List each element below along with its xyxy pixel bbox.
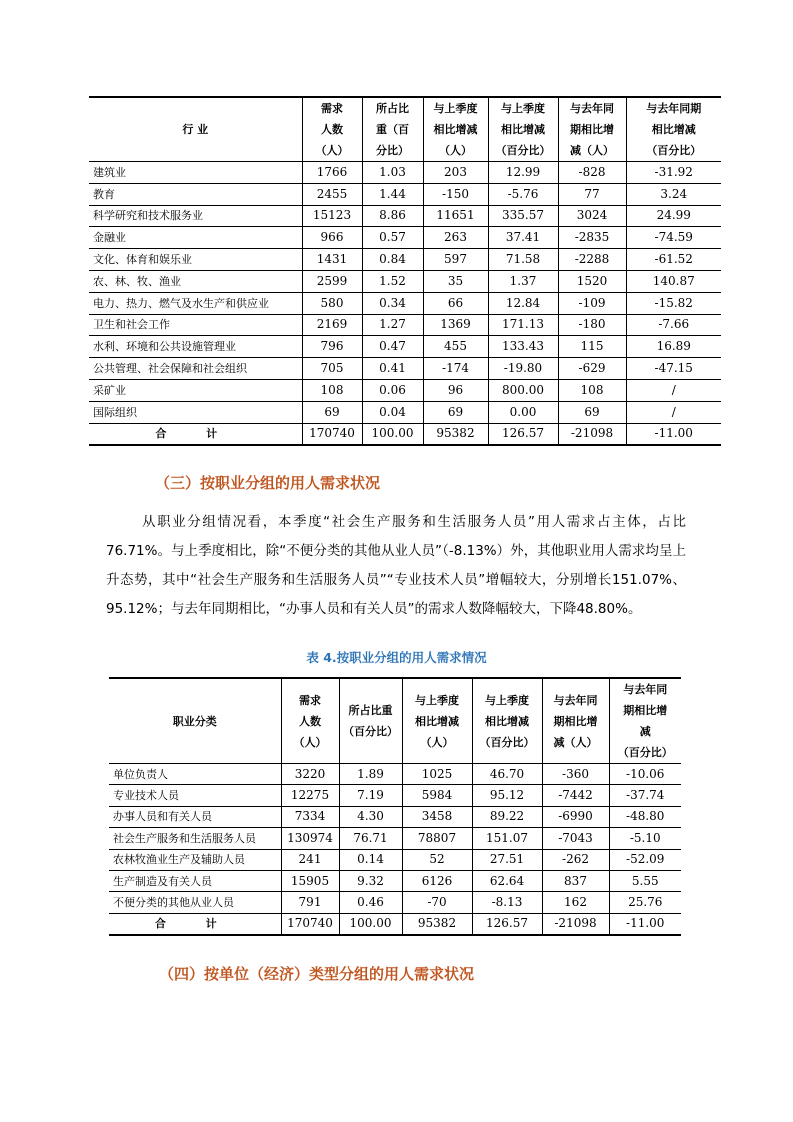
table-cell: -180: [558, 314, 626, 336]
table-cell: 1.89: [339, 764, 402, 785]
table-cell: -5.10: [609, 828, 681, 849]
table-cell: 455: [423, 336, 488, 358]
column-header: 需求 人数 （人）: [302, 97, 362, 162]
table-cell: /: [626, 401, 721, 423]
table-cell: 96: [423, 379, 488, 401]
table-cell: 11651: [423, 205, 488, 227]
total-cell: 95382: [402, 913, 472, 934]
table-row: [89, 379, 721, 401]
table-row: [89, 162, 721, 184]
table-cell: 69: [302, 401, 362, 423]
table-cell: 1431: [302, 249, 362, 271]
total-cell: 126.57: [472, 913, 542, 934]
table-row: [89, 270, 721, 292]
table-row: [89, 183, 721, 205]
row-label: 不便分类的其他从业人员: [109, 892, 281, 913]
table-cell: 7.19: [339, 785, 402, 806]
table-cell: 9.32: [339, 870, 402, 891]
table-row: [109, 785, 681, 806]
table-cell: 1.52: [362, 270, 423, 292]
table-cell: 0.34: [362, 292, 423, 314]
table-cell: 46.70: [472, 764, 542, 785]
table-cell: 37.41: [488, 227, 558, 249]
row-label: 建筑业: [89, 162, 302, 184]
table-cell: 2455: [302, 183, 362, 205]
table-cell: /: [626, 379, 721, 401]
table-cell: 705: [302, 358, 362, 380]
table-cell: 796: [302, 336, 362, 358]
table-cell: -629: [558, 358, 626, 380]
table-cell: -8.13: [472, 892, 542, 913]
table-cell: 0.46: [339, 892, 402, 913]
table-cell: 12275: [281, 785, 339, 806]
table-cell: 0.57: [362, 227, 423, 249]
table-cell: -109: [558, 292, 626, 314]
row-label: 金融业: [89, 227, 302, 249]
table-cell: -150: [423, 183, 488, 205]
table-cell: 77: [558, 183, 626, 205]
table-cell: 5984: [402, 785, 472, 806]
row-label: 教育: [89, 183, 302, 205]
table-cell: 171.13: [488, 314, 558, 336]
table-cell: -61.52: [626, 249, 721, 271]
table-cell: -360: [542, 764, 609, 785]
table-cell: 2169: [302, 314, 362, 336]
table-cell: 71.58: [488, 249, 558, 271]
section-heading-unit-type: （四）按单位（经济）类型分组的用人需求状况: [159, 965, 475, 983]
table-cell: 15123: [302, 205, 362, 227]
total-cell: 100.00: [362, 423, 423, 445]
table-row: [109, 892, 681, 913]
table-cell: -15.82: [626, 292, 721, 314]
column-header: 与上季度 相比增减 （人）: [423, 97, 488, 162]
table-cell: -74.59: [626, 227, 721, 249]
row-label: 生产制造及有关人员: [109, 870, 281, 891]
table-cell: -5.76: [488, 183, 558, 205]
row-label: 专业技术人员: [109, 785, 281, 806]
column-header: 需求 人数 （人）: [281, 678, 339, 764]
table-cell: 0.84: [362, 249, 423, 271]
table-row: [89, 227, 721, 249]
total-label: 合 计: [109, 913, 281, 934]
table-cell: 62.64: [472, 870, 542, 891]
table-cell: 27.51: [472, 849, 542, 870]
table-cell: 1.27: [362, 314, 423, 336]
table-cell: -262: [542, 849, 609, 870]
column-header: 行 业: [89, 97, 302, 162]
row-label: 社会生产服务和生活服务人员: [109, 828, 281, 849]
row-label: 电力、热力、燃气及水生产和供应业: [89, 292, 302, 314]
table-cell: 76.71: [339, 828, 402, 849]
total-cell: 170740: [302, 423, 362, 445]
table-cell: 69: [558, 401, 626, 423]
table-cell: 0.00: [488, 401, 558, 423]
table-cell: 66: [423, 292, 488, 314]
table-row: [89, 205, 721, 227]
row-label: 文化、体育和娱乐业: [89, 249, 302, 271]
column-header: 与上季度 相比增减 （人）: [402, 678, 472, 764]
total-cell: 170740: [281, 913, 339, 934]
table-header-row: [89, 97, 721, 162]
table-row: [89, 401, 721, 423]
table-cell: 108: [302, 379, 362, 401]
table-cell: 15905: [281, 870, 339, 891]
table-cell: 8.86: [362, 205, 423, 227]
row-label: 单位负责人: [109, 764, 281, 785]
table-cell: -2835: [558, 227, 626, 249]
table-cell: -70: [402, 892, 472, 913]
table-cell: 966: [302, 227, 362, 249]
column-header: 所占比重 （百分比）: [339, 678, 402, 764]
table-row: [109, 806, 681, 827]
row-label: 卫生和社会工作: [89, 314, 302, 336]
table-cell: 0.47: [362, 336, 423, 358]
table-cell: 1520: [558, 270, 626, 292]
table-cell: -10.06: [609, 764, 681, 785]
total-cell: -11.00: [654, 426, 693, 441]
table-cell: 1.44: [362, 183, 423, 205]
total-row: [89, 423, 721, 445]
table-cell: -37.74: [609, 785, 681, 806]
table-cell: 108: [558, 379, 626, 401]
table-cell: -7043: [542, 828, 609, 849]
table-cell: 800.00: [488, 379, 558, 401]
table-cell: 130974: [281, 828, 339, 849]
row-label: 办事人员和有关人员: [109, 806, 281, 827]
table-cell: 7334: [281, 806, 339, 827]
column-header: 与去年同 期相比增 减 （百分比）: [609, 678, 681, 764]
table-cell: -48.80: [609, 806, 681, 827]
table-cell: -828: [558, 162, 626, 184]
table-cell: 1025: [402, 764, 472, 785]
table-cell: 263: [423, 227, 488, 249]
column-header: 与上季度 相比增减 （百分比）: [472, 678, 542, 764]
table-cell: 78807: [402, 828, 472, 849]
table-cell: 580: [302, 292, 362, 314]
table-cell: 1.37: [488, 270, 558, 292]
table-cell: 203: [423, 162, 488, 184]
table-cell: 0.41: [362, 358, 423, 380]
table-cell: 89.22: [472, 806, 542, 827]
column-header: 所占比 重（百 分比）: [362, 97, 423, 162]
table-cell: 35: [423, 270, 488, 292]
table-cell: 597: [423, 249, 488, 271]
table-header-row: [109, 678, 681, 764]
total-row: [109, 913, 681, 934]
total-cell: -11.00: [626, 916, 665, 931]
table-row: [109, 870, 681, 891]
industry-demand-table: [89, 96, 721, 446]
table-cell: 16.89: [626, 336, 721, 358]
table-cell: 133.43: [488, 336, 558, 358]
column-header: 与去年同期 相比增减 （百分比）: [626, 97, 721, 162]
column-header: 与去年同 期相比增 减（人）: [558, 97, 626, 162]
table-row: [89, 336, 721, 358]
table-cell: 151.07: [472, 828, 542, 849]
table-cell: 12.99: [488, 162, 558, 184]
table-cell: 12.84: [488, 292, 558, 314]
table-cell: 5.55: [609, 870, 681, 891]
section-heading-occupation: （三）按职业分组的用人需求状况: [155, 474, 381, 492]
total-cell: 126.57: [488, 423, 558, 445]
table-cell: 4.30: [339, 806, 402, 827]
table-cell: 3.24: [626, 183, 721, 205]
table-cell: 0.06: [362, 379, 423, 401]
row-label: 公共管理、社会保障和社会组织: [89, 358, 302, 380]
table-cell: 0.04: [362, 401, 423, 423]
table-cell: 95.12: [472, 785, 542, 806]
table-cell: 0.14: [339, 849, 402, 870]
table-cell: 837: [542, 870, 609, 891]
table-cell: 24.99: [626, 205, 721, 227]
table-cell: 1766: [302, 162, 362, 184]
table-cell: -52.09: [609, 849, 681, 870]
row-label: 农林牧渔业生产及辅助人员: [109, 849, 281, 870]
table-cell: 1.03: [362, 162, 423, 184]
total-cell: 95382: [423, 423, 488, 445]
row-label: 农、林、牧、渔业: [89, 270, 302, 292]
table-row: [89, 314, 721, 336]
table-cell: -174: [423, 358, 488, 380]
table-cell: -31.92: [626, 162, 721, 184]
total-cell: -21098: [558, 423, 626, 445]
column-header: 职业分类: [109, 678, 281, 764]
row-label: 采矿业: [89, 379, 302, 401]
table-cell: 115: [558, 336, 626, 358]
total-cell: 100.00: [339, 913, 402, 934]
table-cell: 335.57: [488, 205, 558, 227]
table-caption: 表 4.按职业分组的用人需求情况: [306, 650, 487, 665]
total-cell: -21098: [542, 913, 609, 934]
row-label: 科学研究和技术服务业: [89, 205, 302, 227]
table-cell: -19.80: [488, 358, 558, 380]
table-cell: 3458: [402, 806, 472, 827]
table-cell: -47.15: [626, 358, 721, 380]
table-row: [109, 849, 681, 870]
occupation-demand-table: [109, 677, 681, 936]
table-cell: 791: [281, 892, 339, 913]
table-cell: 25.76: [609, 892, 681, 913]
table-cell: 3024: [558, 205, 626, 227]
table-row: [89, 249, 721, 271]
table-cell: 3220: [281, 764, 339, 785]
table-cell: 69: [423, 401, 488, 423]
column-header: 与去年同 期相比增 减（人）: [542, 678, 609, 764]
column-header: 与上季度 相比增减 （百分比）: [488, 97, 558, 162]
table-row: [89, 358, 721, 380]
table-row: [109, 828, 681, 849]
table-cell: 162: [542, 892, 609, 913]
total-label: 合 计: [89, 423, 302, 445]
table-cell: -2288: [558, 249, 626, 271]
table-cell: 140.87: [626, 270, 721, 292]
table-cell: 2599: [302, 270, 362, 292]
table-row: [89, 292, 721, 314]
occupation-summary-paragraph: 从职业分组情况看，本季度“社会生产服务和生活服务人员”用人需求占主体，占比76.71%。与上季度相比，除“不便分类的其他从业人员”（-8.13%）外，其他职业用人需求均呈上升态势，其中“社会生产服务和生活服务人员”“专业技术人员”增幅较大，分别增长151.07%、95.12%；与去年同期相比，“办事人员和有关人员”的需求人数降幅较大，下降48.80%。: [106, 514, 686, 617]
table-cell: -7442: [542, 785, 609, 806]
row-label: 水利、环境和公共设施管理业: [89, 336, 302, 358]
table-cell: 52: [402, 849, 472, 870]
table-cell: 6126: [402, 870, 472, 891]
table-row: [109, 764, 681, 785]
table-cell: 1369: [423, 314, 488, 336]
table-cell: 241: [281, 849, 339, 870]
row-label: 国际组织: [89, 401, 302, 423]
table-cell: -7.66: [626, 314, 721, 336]
table-cell: -6990: [542, 806, 609, 827]
